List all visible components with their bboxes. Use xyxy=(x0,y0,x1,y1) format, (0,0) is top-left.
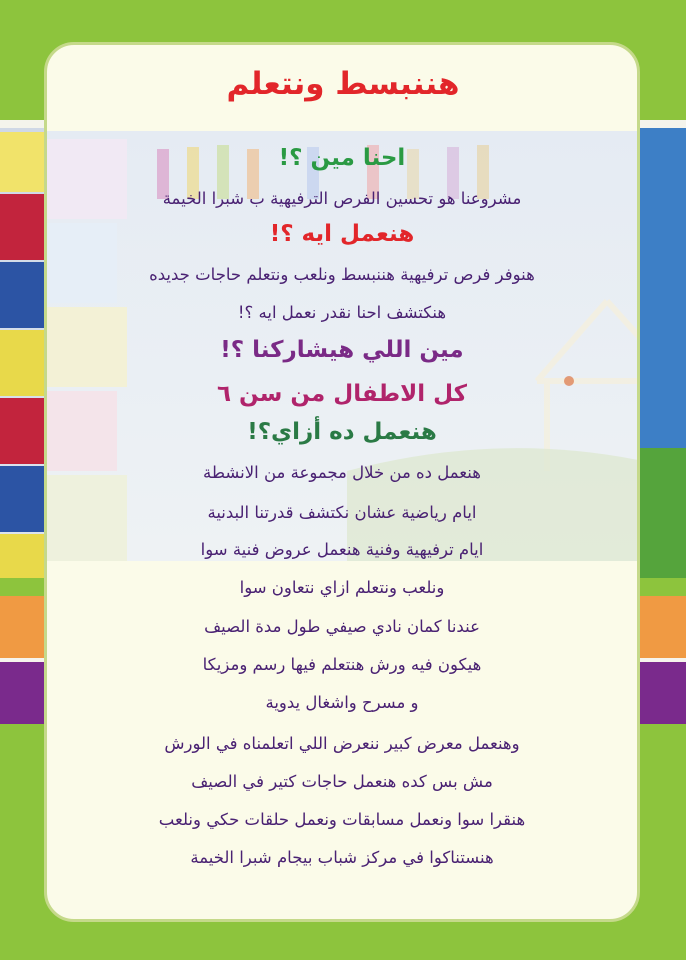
body-line: مش بس كده هنعمل حاجات كتير في الصيف xyxy=(191,772,493,792)
body-line: مشروعنا هو تحسين الفرص الترفيهية ب شبرا الخيمة xyxy=(162,189,522,209)
body-line: وهنعمل معرض كبير ننعرض اللي اتعلمناه في الورش xyxy=(164,734,520,754)
section-heading: كل الاطفال من سن ٦ xyxy=(216,381,468,408)
body-line: و مسرح واشغال يدوية xyxy=(265,693,419,713)
body-line: هنستناكوا في مركز شباب بيجام شبرا الخيمة xyxy=(190,848,494,868)
body-line: هنقرا سوا ونعمل مسابقات ونعمل حلقات حكي ونلعب xyxy=(158,810,526,830)
body-line: ونلعب ونتعلم ازاي نتعاون سوا xyxy=(239,578,445,598)
body-line: هنكتشف احنا نقدر نعمل ايه ؟! xyxy=(237,303,447,323)
body-line: ايام ترفيهية وفنية هنعمل عروض فنية سوا xyxy=(200,540,484,560)
section-heading: هنعمل ده أزاي؟! xyxy=(247,419,437,446)
section-heading: احنا مين ؟! xyxy=(278,145,406,172)
body-line: ايام رياضية عشان نكتشف قدرتنا البدنية xyxy=(207,503,477,523)
body-line: هنوفر فرص ترفيهية هننبسط ونلعب ونتعلم حاجات جديده xyxy=(149,265,535,285)
body-line: هنعمل ده من خلال مجموعة من الانشطة xyxy=(203,463,481,483)
body-line: عندنا كمان نادي صيفي طول مدة الصيف xyxy=(204,617,480,637)
toy-blocks-left xyxy=(0,128,46,578)
section-heading: هنعمل ايه ؟! xyxy=(269,221,415,248)
section-heading: مين اللي هيشاركنا ؟! xyxy=(220,337,464,364)
body-line: هيكون فيه ورش هنتعلم فيها رسم ومزيكا xyxy=(202,655,482,675)
page-title: هننبسط ونتعلم xyxy=(226,66,460,102)
sky-right xyxy=(640,128,686,578)
